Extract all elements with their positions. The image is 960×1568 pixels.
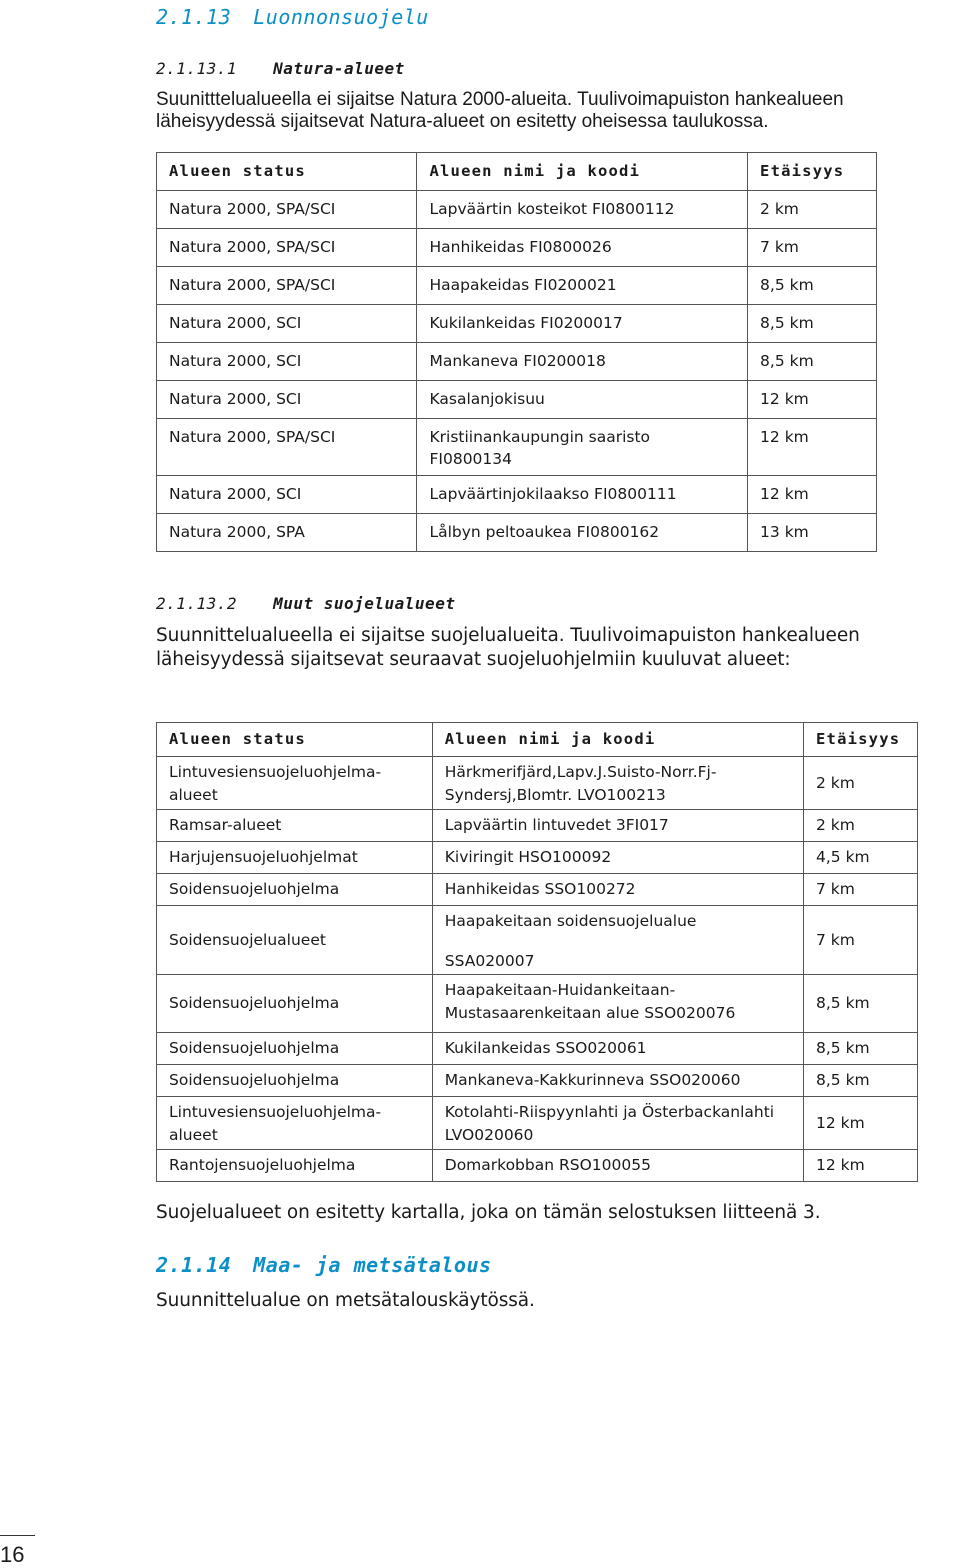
- page-number: 16: [0, 1542, 25, 1567]
- table-row: [157, 514, 877, 552]
- status-cell: Natura 2000, SCI: [157, 305, 417, 343]
- natura-areas-table: [156, 152, 877, 552]
- table-row: [157, 229, 877, 267]
- status-cell: Ramsar-alueet: [157, 810, 433, 842]
- distance-cell: 7 km: [748, 229, 877, 267]
- distance-cell: 12 km: [748, 381, 877, 419]
- name-cell: Haapakeitaan-Huidankeitaan-Mustasaarenkeitaan alue SSO020076: [432, 975, 803, 1033]
- distance-cell: 8,5 km: [748, 305, 877, 343]
- status-cell: Soidensuojeluohjelma: [157, 874, 433, 906]
- status-cell: Lintuvesiensuojeluohjelma-alueet: [157, 757, 433, 810]
- name-cell: Lapväärtinjokilaakso FI0800111: [417, 476, 748, 514]
- table-row: [157, 874, 918, 906]
- section-title: Luonnonsuojelu: [253, 5, 429, 29]
- section-heading-2-1-13-2: [156, 594, 455, 613]
- footer-divider: [0, 1535, 35, 1536]
- header-cell: Etäisyys: [804, 723, 918, 757]
- status-cell: Natura 2000, SCI: [157, 381, 417, 419]
- header-cell: Alueen status: [157, 153, 417, 191]
- section-title: Maa- ja metsätalous: [253, 1253, 492, 1277]
- status-cell: Soidensuojeluohjelma: [157, 1033, 433, 1065]
- name-cell: [432, 906, 803, 975]
- paragraph-map-reference: Suojelualueet on esitetty kartalla, joka on tämän selostuksen liitteenä 3.: [156, 1202, 821, 1223]
- distance-cell: 2 km: [804, 757, 918, 810]
- table-row: [157, 1065, 918, 1097]
- section-number: 2.1.13.2: [156, 594, 238, 613]
- paragraph-other-protected-intro: Suunnittelualueella ei sijaitse suojelualueita. Tuulivoimapuiston hankealueen läheisyydessä sijaitsevat seuraavat suojeluohjelmiin kuuluvat alueet:: [156, 625, 860, 670]
- distance-cell: 7 km: [804, 906, 918, 975]
- name-cell: Kasalanjokisuu: [417, 381, 748, 419]
- paragraph-natura-intro: Suunitttelualueella ei sijaitse Natura 2000-alueita. Tuulivoimapuiston hankealueen läheisyydessä sijaitsevat Natura-alueet on esitetty oheisessa taulukossa.: [156, 89, 844, 132]
- name-cell: Kotolahti-Riispyynlahti ja Österbackanlahti LVO020060: [432, 1097, 803, 1150]
- paragraph-forestry: Suunnittelualue on metsätalouskäytössä.: [156, 1290, 535, 1311]
- name-cell: Lapväärtin lintuvedet 3FI017: [432, 810, 803, 842]
- table-row: [157, 757, 918, 810]
- status-cell: Lintuvesiensuojeluohjelma-alueet: [157, 1097, 433, 1150]
- name-cell: Haapakeidas FI0200021: [417, 267, 748, 305]
- name-cell: Domarkobban RSO100055: [432, 1150, 803, 1182]
- section-number: 2.1.13.1: [156, 59, 238, 78]
- table-row: [157, 476, 877, 514]
- section-title: Natura-alueet: [273, 59, 405, 78]
- table-header-row: [157, 153, 877, 191]
- table-row: [157, 1150, 918, 1182]
- status-cell: Natura 2000, SCI: [157, 476, 417, 514]
- table-row: [157, 343, 877, 381]
- distance-cell: 8,5 km: [748, 267, 877, 305]
- section-number: 2.1.13: [156, 5, 232, 29]
- distance-cell: 8,5 km: [804, 1065, 918, 1097]
- distance-cell: 8,5 km: [804, 1033, 918, 1065]
- distance-cell: 2 km: [804, 810, 918, 842]
- status-cell: Natura 2000, SCI: [157, 343, 417, 381]
- distance-cell: 12 km: [748, 476, 877, 514]
- distance-cell: 4,5 km: [804, 842, 918, 874]
- name-cell: Lålbyn peltoaukea FI0800162: [417, 514, 748, 552]
- header-cell: Alueen status: [157, 723, 433, 757]
- table-row: [157, 975, 918, 1033]
- header-cell: Alueen nimi ja koodi: [417, 153, 748, 191]
- status-cell: Rantojensuojeluohjelma: [157, 1150, 433, 1182]
- distance-cell: 12 km: [804, 1150, 918, 1182]
- name-cell: Hanhikeidas SSO100272: [432, 874, 803, 906]
- table-row: [157, 305, 877, 343]
- name-cell: Mankaneva-Kakkurinneva SSO020060: [432, 1065, 803, 1097]
- table-row: [157, 381, 877, 419]
- section-heading-2-1-13: [156, 5, 429, 29]
- status-cell: Soidensuojeluohjelma: [157, 975, 433, 1033]
- header-cell: Etäisyys: [748, 153, 877, 191]
- status-cell: Natura 2000, SPA/SCI: [157, 419, 417, 476]
- section-number: 2.1.14: [156, 1253, 232, 1277]
- section-heading-2-1-13-1: [156, 59, 405, 78]
- distance-cell: 12 km: [748, 419, 877, 476]
- name-cell: Kukilankeidas FI0200017: [417, 305, 748, 343]
- status-cell: Natura 2000, SPA/SCI: [157, 229, 417, 267]
- distance-cell: 7 km: [804, 874, 918, 906]
- name-line: Haapakeitaan soidensuojelualue: [444, 912, 697, 930]
- status-cell: Soidensuojeluohjelma: [157, 1065, 433, 1097]
- header-cell: Alueen nimi ja koodi: [432, 723, 803, 757]
- table-row: [157, 1097, 918, 1150]
- status-cell: Harjujensuojeluohjelmat: [157, 842, 433, 874]
- table-row: [157, 419, 877, 476]
- section-title: Muut suojelualueet: [273, 594, 456, 613]
- name-cell: Mankaneva FI0200018: [417, 343, 748, 381]
- section-heading-2-1-14: [156, 1253, 492, 1277]
- distance-cell: 12 km: [804, 1097, 918, 1150]
- name-cell: Hanhikeidas FI0800026: [417, 229, 748, 267]
- status-cell: Natura 2000, SPA/SCI: [157, 267, 417, 305]
- status-cell: Natura 2000, SPA: [157, 514, 417, 552]
- name-cell: Kukilankeidas SSO020061: [432, 1033, 803, 1065]
- code-line: SSA020007: [444, 952, 535, 970]
- distance-cell: 8,5 km: [748, 343, 877, 381]
- table-header-row: [157, 723, 918, 757]
- table-row: [157, 267, 877, 305]
- distance-cell: 13 km: [748, 514, 877, 552]
- name-cell: Kiviringit HSO100092: [432, 842, 803, 874]
- table-row: [157, 906, 918, 975]
- distance-cell: 2 km: [748, 191, 877, 229]
- status-cell: Natura 2000, SPA/SCI: [157, 191, 417, 229]
- name-cell: Kristiinankaupungin saaristo FI0800134: [417, 419, 748, 476]
- protected-areas-table: [156, 722, 918, 1182]
- table-row: [157, 842, 918, 874]
- distance-cell: 8,5 km: [804, 975, 918, 1033]
- table-row: [157, 810, 918, 842]
- status-cell: Soidensuojelualueet: [157, 906, 433, 975]
- table-row: [157, 191, 877, 229]
- name-cell: Lapväärtin kosteikot FI0800112: [417, 191, 748, 229]
- table-row: [157, 1033, 918, 1065]
- name-cell: Härkmerifjärd,Lapv.J.Suisto-Norr.Fj-Syndersj,Blomtr. LVO100213: [432, 757, 803, 810]
